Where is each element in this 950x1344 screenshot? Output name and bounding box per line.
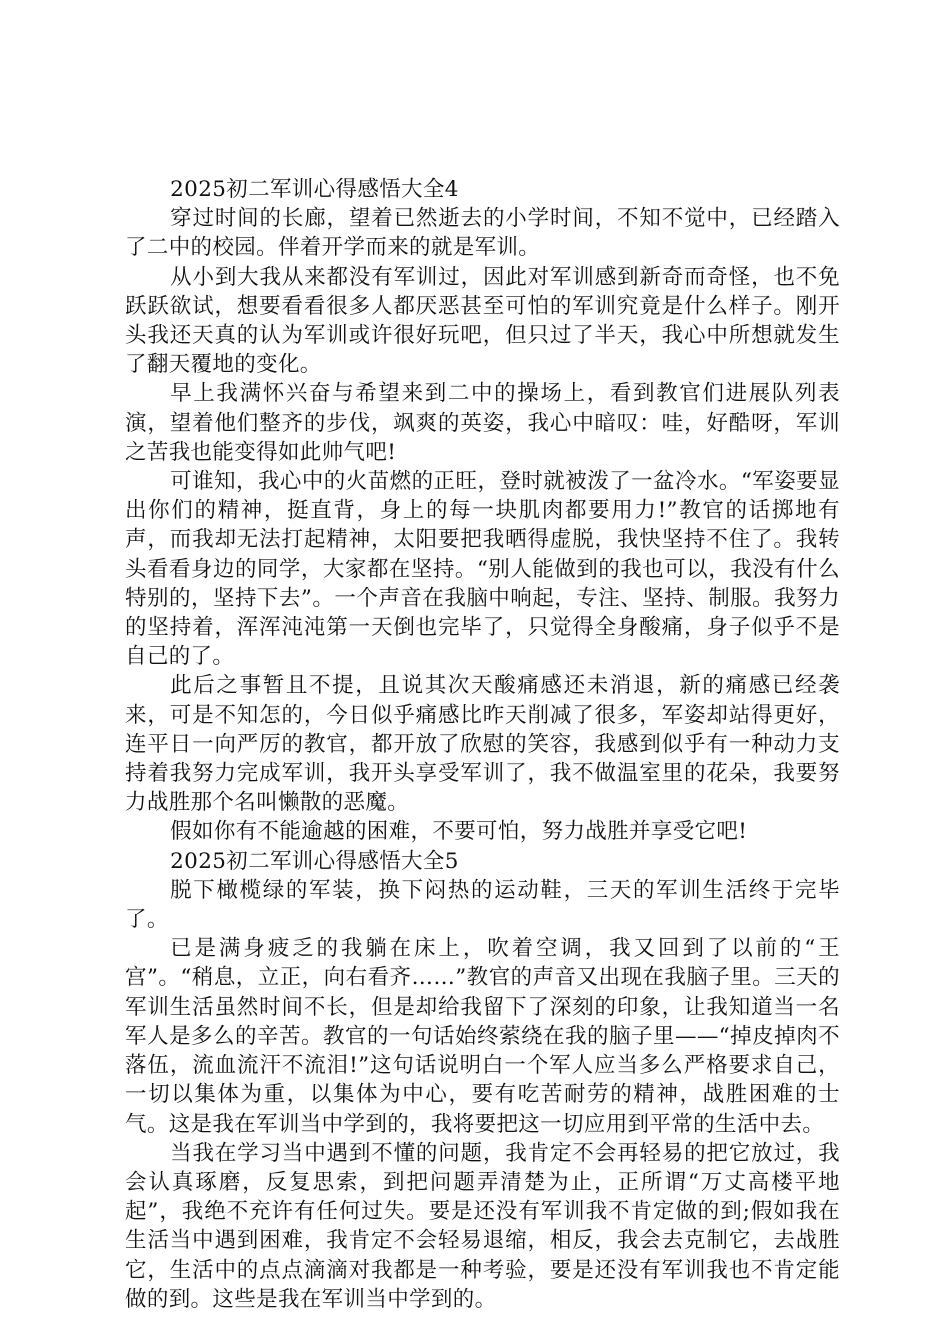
paragraph: 早上我满怀兴奋与希望来到二中的操场上，看到教官们进展队列表演，望着他们整齐的步伐，飒爽的英姿，我心中暗叹：哇，好酷呀，军训之苦我也能变得如此帅气吧! <box>125 381 840 465</box>
paragraph: 当我在学习当中遇到不懂的问题，我肯定不会再轻易的把它放过，我会认真琢磨，反复思索，到把问题弄清楚为止，正所谓“万丈高楼平地起”，我绝不充许有任何过失。要是还没有军训我不肯定做的到;假如我在生活当中遇到困难，我肯定不会轻易退缩，相反，我会去克制它，去战胜它，生活中的点点滴滴对我都是一种考验，要是还没有军训我也不肯定能做的到。这些是我在军训当中学到的。 <box>125 1140 840 1312</box>
paragraph: 可谁知，我心中的火苗燃的正旺，登时就被泼了一盆冷水。“军姿要显出你们的精神，挺直背，身上的每一块肌肉都要用力!”教官的话掷地有声，而我却无法打起精神，太阳要把我晒得虚脱，我快坚持不住了。我转头看看身边的同学，大家都在坚持。“别人能做到的我也可以，我没有什么特别的，坚持下去”。一个声音在我脑中响起，专注、坚持、制服。我努力的坚持着，浑浑沌沌第一天倒也完毕了，只觉得全身酸痛，身子似乎不是自己的了。 <box>125 469 840 670</box>
paragraph: 假如你有不能逾越的困难，不要可怕，努力战胜并享受它吧! <box>170 819 748 845</box>
paragraph: 此后之事暂且不提，且说其次天酸痛感还未消退，新的痛感已经袭来，可是不知怎的，今日似乎痛感比昨天削减了很多，军姿却站得更好，连平日一向严厉的教官，都开放了欣慰的笑容，我感到似乎有一种动力支持着我努力完成军训，我开头享受军训了，我不做温室里的花朵，我要努力战胜那个名叫懒散的恶魔。 <box>125 673 840 816</box>
paragraph: 穿过时间的长廊，望着已然逝去的小学时间，不知不觉中，已经踏入了二中的校园。伴着开学而来的就是军训。 <box>125 206 840 261</box>
section-heading: 2025初二军训心得感悟大全4 <box>170 177 459 202</box>
document-body <box>125 175 840 1314</box>
paragraph: 从小到大我从来都没有军训过，因此对军训感到新奇而奇怪，也不免跃跃欲试，想要看看很多人都厌恶甚至可怕的军训究竟是什么样子。刚开头我还天真的认为军训或许很好玩吧，但只过了半天，我心中所想就发生了翻天覆地的变化。 <box>125 264 840 378</box>
section-heading: 2025初二军训心得感悟大全5 <box>170 848 459 874</box>
paragraph: 已是满身疲乏的我躺在床上，吹着空调，我又回到了以前的“王宫”。“稍息，立正，向右看齐……”教官的声音又出现在我脑子里。三天的军训生活虽然时间不长，但是却给我留下了深刻的印象，让我知道当一名军人是多么的辛苦。教官的一句话始终萦绕在我的脑子里——“掉皮掉肉不落伍，流血流汗不流泪!”这句话说明白一个军人应当多么严格要求自己，一切以集体为重，以集体为中心，要有吃苦耐劳的精神，战胜困难的士气。这是我在军训当中学到的，我将要把这一切应用到平常的生活中去。 <box>125 936 840 1137</box>
paragraph: 脱下橄榄绿的军装，换下闷热的运动鞋，三天的军训生活终于完毕了。 <box>125 877 840 933</box>
